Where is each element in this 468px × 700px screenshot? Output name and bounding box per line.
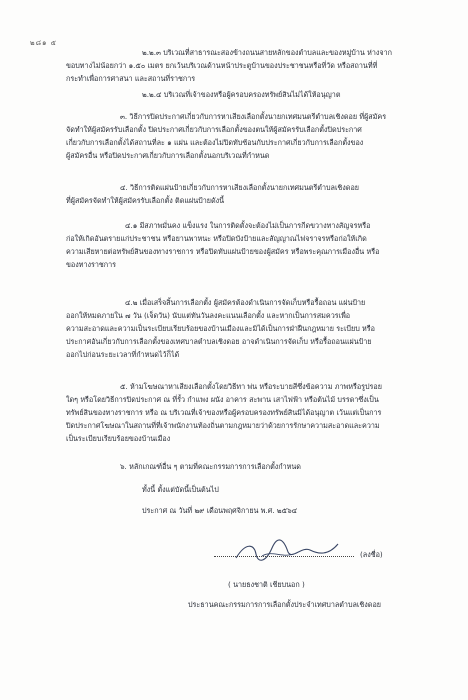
section-3 [66,110,387,162]
text-line: ๓. วิธีการปิดประกาศเกี่ยวกับการหาเสียงเลือกตั้งนายกเทศมนตรีตำบลเชิงดอย ที่ผู้สมัคร [120,112,387,121]
section-4 [66,181,360,207]
text-line: ๔. วิธีการติดแผ่นป้ายเกี่ยวกับการหาเสียงเลือกตั้งนายกเทศมนตรีตำบลเชิงดอย [120,183,360,192]
section-2-2-4 [142,88,341,101]
effective-clause [142,483,219,496]
text-line: ความเสียหายต่อทรัพย์สินของทางราชการ หรือปิดทับแผ่นป้ายของผู้สมัคร หรือพระคุณการเมืองอื่น หรือ [66,247,380,256]
text-line: ก่อให้เกิดอันตรายแก่ประชาชน หรือยานพาหนะ หรือปิดบังป้ายและสัญญาณไฟจราจรหรือก่อให้เกิด [66,234,367,243]
text-line: ขอบทางไม่น้อยกว่า ๑.๕๐ เมตร ยกเว้นบริเวณด้านหน้าประตูบ้านของประชาชนหรือที่วัด หรือสถานที่ที่ [66,61,378,70]
announcement-date [142,504,297,517]
text-line: เป็นระเบียบเรียบร้อยของบ้านเมือง [66,434,171,443]
text-line: ๖. หลักเกณฑ์อื่น ๆ ตามที่คณะกรรมการการเลือกตั้งกำหนด [120,462,301,471]
section-4-1 [66,219,380,271]
section-5 [66,380,382,445]
text-line: เกี่ยวกับการเลือกตั้งได้สถานที่ละ ๑ แผ่น และต้องไม่ปิดทับซ้อนกับประกาศเกี่ยวกับการเลือกตั้งของ [66,138,364,147]
text-line: ประกาศอันเกี่ยวกับการเลือกตั้งของเทศบาลตำบลเชิงดอย อาจดำเนินการจัดเก็บ หรือรื้อถอนแผ่นป้าย [66,337,372,346]
text-line: ผู้สมัครอื่น หรือปิดประกาศเกี่ยวกับการเลือกตั้งนอกบริเวณที่กำหนด [66,151,270,160]
section-2-2-3 [66,46,392,85]
text-line: ประกาศ ณ วันที่ ๒๙ เดือนพฤศจิกายน พ.ศ. ๒๕๖๔ [142,506,298,515]
text-line: จัดทำให้ผู้สมัครรับเลือกตั้ง ปิดประกาศเกี่ยวกับการเลือกตั้งของตนให้ผู้สมัครรับเลือกตั้งปิดประกาศ [66,125,362,134]
corner-mark: ๒๘๑ ๕ [30,39,57,47]
text-line: ๔.๑ มีสภาพมั่นคง แข็งแรง ในการติดตั้งจะต้องไม่เป็นการกีดขวางทางสัญจรหรือ [125,221,371,230]
text-line: ความสะอาดและความเป็นระเบียบเรียบร้อยของบ้านเมืองและมิได้เป็นการฝ่าฝืนกฎหมาย ระเบียบ หรือ [66,324,375,333]
handwritten-signature [232,538,342,564]
text-line: ที่ผู้สมัครจัดทำให้ผู้สมัครรับเลือกตั้ง ติดแผ่นป้ายดังนี้ [66,196,225,205]
section-6 [120,460,301,473]
text-line: ของทางราชการ [66,260,117,269]
text-line: ปิดประกาศโฆษณาในสถานที่ที่เจ้าพนักงานท้องถิ่นตามกฎหมายว่าด้วยการรักษาความสะอาดและความ [66,421,380,430]
text-line: ๕. ห้ามโฆษณาหาเสียงเลือกตั้งโดยวิธีทา พ่น หรือระบายสีซึ่งข้อความ ภาพหรือรูปรอย [120,382,382,391]
text-line: กระทำเพื่อการศาสนา และสถานที่ราชการ [66,74,196,83]
signer-name: ( นายธงชาติ เชียบนอก ) [228,580,305,589]
text-line: ออกไปก่อนระยะเวลาที่กำหนดไว้ก็ได้ [66,350,180,359]
signature-line [214,556,354,557]
text-line: ๒.๒.๔ บริเวณที่เจ้าของหรือผู้ครอบครองทรัพย์สินไม่ได้ให้อนุญาต [142,90,341,99]
text-line: ทั้งนี้ ตั้งแต่บัดนี้เป็นต้นไป [142,485,219,494]
section-4-2 [66,296,375,361]
text-line: ทรัพย์สินของทางราชการ หรือ ณ บริเวณที่เจ้าของหรือผู้ครอบครองทรัพย์สินมิได้อนุญาต เว้นแต่เป็นการ [66,408,382,417]
signer-title: ประธานคณะกรรมการการเลือกตั้งประจำเทศบาลตำบลเชิงดอย [188,600,381,609]
text-line: ใดๆ หรือโดยวิธีการปิดประกาศ ณ ที่รั้ว กำแพง ผนัง อาคาร สะพาน เสาไฟฟ้า หรือต้นไม้ บรรดาซึ่งเป็น [66,395,379,404]
text-line: ๒.๒.๓ บริเวณที่สาธารณะสองข้างถนนสายหลักของตำบลและของหมู่บ้าน ห่างจาก [142,48,392,57]
signature-label: (ลงชื่อ) [360,550,383,559]
text-line: ๔.๒ เมื่อเสร็จสิ้นการเลือกตั้ง ผู้สมัครต้องดำเนินการจัดเก็บหรือรื้อถอน แผ่นป้าย [125,298,366,307]
text-line: ออกให้หมดภายใน ๗ วัน (เจ็ดวัน) นับแต่ทันวันลงคะแนนเลือกตั้ง และหากเป็นการสมควรเพื่อ [66,311,351,320]
